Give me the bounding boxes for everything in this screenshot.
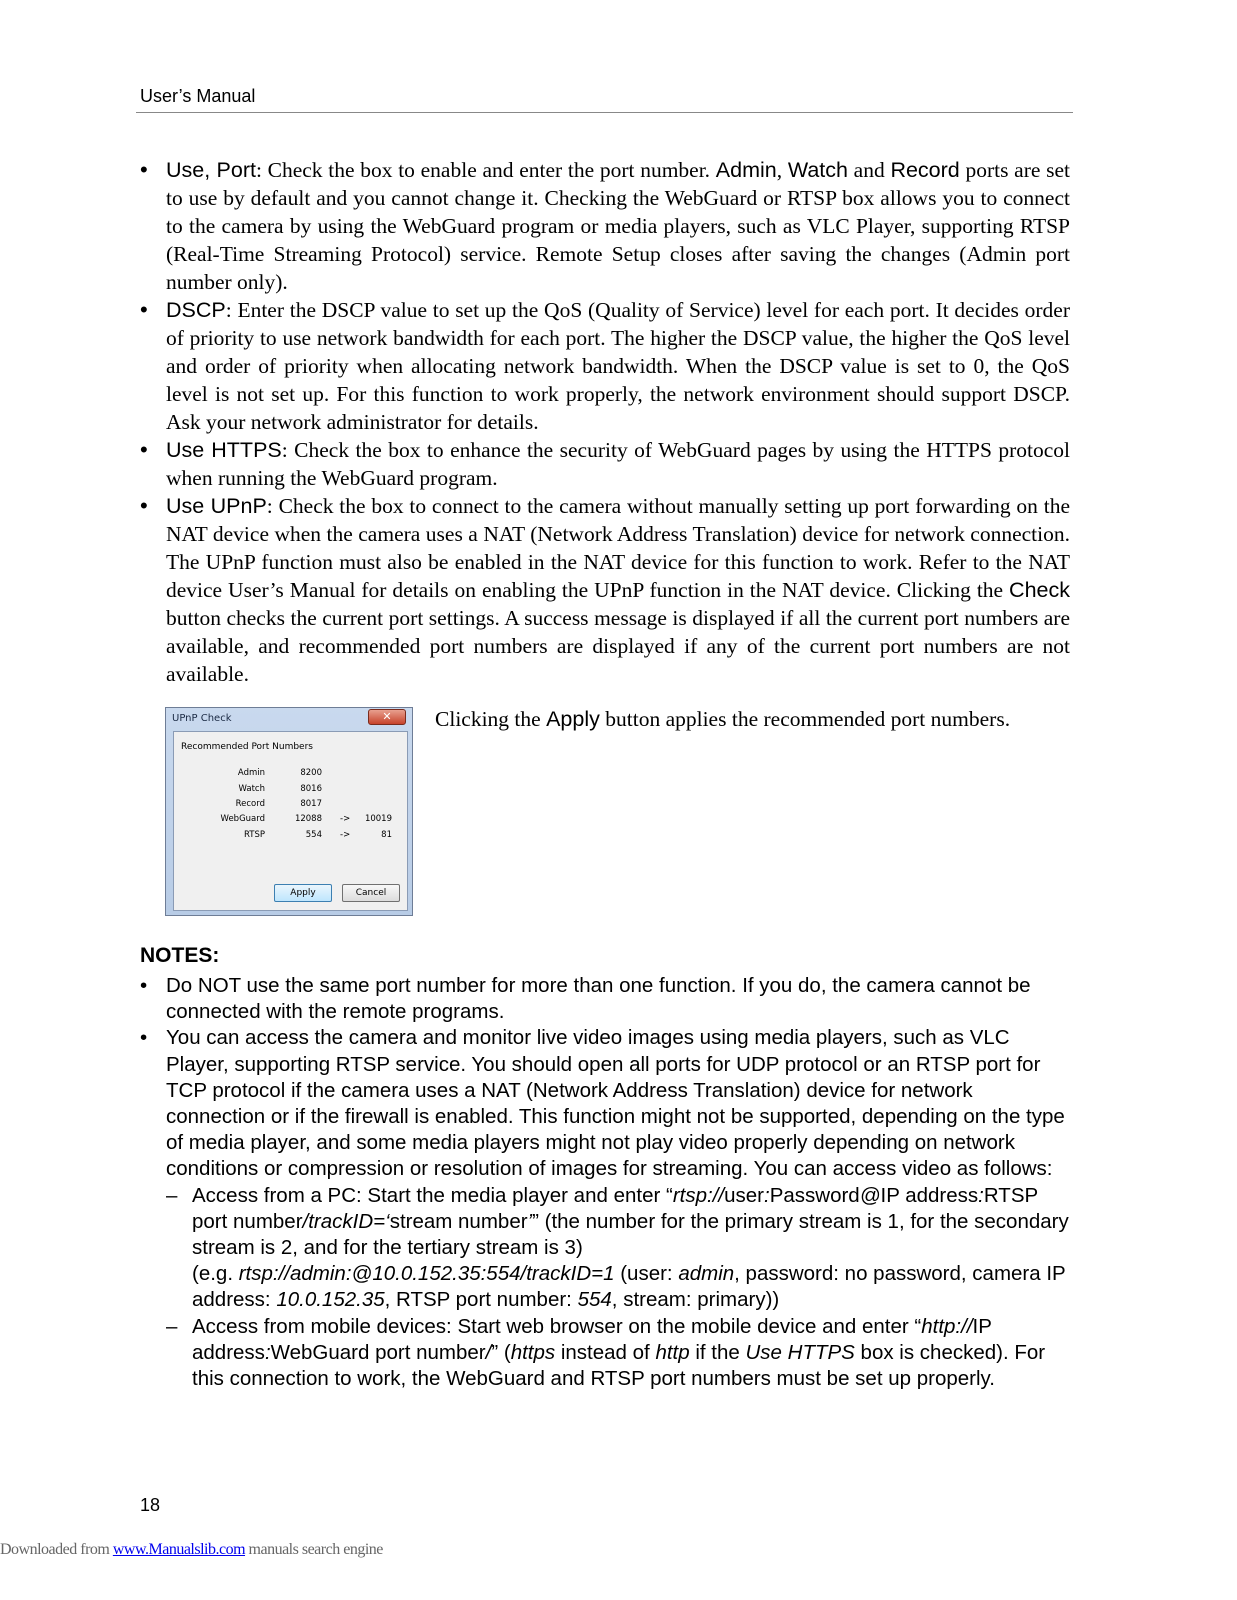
- cancel-button[interactable]: Cancel: [342, 884, 400, 902]
- sub-text: IP address: [192, 1314, 992, 1364]
- sub-text: 10.0.152.35: [276, 1288, 385, 1312]
- bullet-dscp: [140, 296, 1070, 436]
- bullet-glyph: •: [140, 157, 148, 182]
- port-row-rtsp: [174, 830, 407, 844]
- term-watch: Watch: [787, 158, 848, 182]
- port-current: 554: [305, 830, 322, 840]
- term-port: Port: [216, 158, 256, 182]
- bullet-text: and: [847, 158, 891, 182]
- dialog-title: UPnP Check: [172, 713, 232, 724]
- bullet-use-https: [140, 436, 1070, 492]
- port-recommended: 81: [381, 830, 392, 840]
- note-text: You can access the camera and monitor live video images using media players, such as VLC Player, supporting RTSP service. You should open all ports for UDP protocol or an RTSP port for TCP protocol if the camera uses a NAT (Network Address Translation) device for network connection or if the firewall is enabled. This function might not be supported, depending on the type of media player, and some media players might not play video properly depending on network conditions or compression or resolution of images for streaming. You can access video as follows:: [166, 1026, 1065, 1181]
- dialog-titlebar[interactable]: [166, 708, 412, 730]
- sub-text: rtsp://: [672, 1183, 725, 1207]
- bullet-glyph: •: [140, 437, 148, 462]
- bullet-glyph: •: [140, 297, 148, 322]
- sub-text: if the: [689, 1340, 746, 1364]
- upnp-check-dialog: [165, 707, 413, 916]
- footer-text: Downloaded from: [0, 1541, 113, 1558]
- sub-text: ” (: [491, 1340, 511, 1364]
- port-current: 8017: [300, 799, 322, 809]
- port-current: 8016: [300, 784, 322, 794]
- term-sep: ,: [204, 158, 217, 182]
- port-arrow: ->: [340, 814, 351, 824]
- sub-text: user: [724, 1183, 764, 1207]
- download-footer: [0, 1541, 383, 1559]
- sub-text: :: [978, 1183, 984, 1207]
- sub-text: Access from a PC: Start the media player and enter “: [192, 1183, 673, 1207]
- port-row-watch: [174, 784, 407, 798]
- sub-text: (user:: [614, 1262, 679, 1286]
- sub-text: instead of: [555, 1340, 656, 1364]
- sub-text: IP address: [880, 1183, 979, 1207]
- close-icon[interactable]: ✕: [368, 709, 406, 725]
- sub-text: (e.g.: [192, 1262, 239, 1286]
- sub-text: , RTSP port number:: [384, 1288, 578, 1312]
- bullet-use-upnp: [140, 492, 1070, 688]
- note-rtsp-access: [140, 1025, 1070, 1182]
- sub-text: , stream: primary)): [611, 1288, 780, 1312]
- sub-text: 554: [577, 1288, 612, 1312]
- sub-text: /trackID=‘: [302, 1209, 390, 1233]
- sub-text: /: [485, 1340, 492, 1364]
- port-arrow: ->: [340, 830, 351, 840]
- port-row-webguard: [174, 814, 407, 828]
- sub-text: http: [655, 1340, 690, 1364]
- footer-text: manuals search engine: [245, 1541, 383, 1558]
- sub-text: http://: [921, 1314, 973, 1338]
- bullet-glyph: •: [140, 974, 148, 997]
- bullet-use-port: [140, 156, 1070, 296]
- sub-item-pc-access: [140, 1183, 1070, 1314]
- sub-text: Password: [769, 1183, 860, 1207]
- sub-text: :: [264, 1340, 271, 1364]
- bullet-text: ,: [776, 158, 788, 182]
- bullet-text: : Check the box to connect to the camera without manually setting up port forwarding on the NAT device when the camera uses a NAT (Network Address Translation) device for network connection. The UPnP function must also be enabled in the NAT device for this function to work. Refer to the NAT device User’s Manual for details on enabling the UPnP function in the NAT device. Clicking the: [166, 494, 1070, 602]
- note-port-conflict: [140, 973, 1070, 1025]
- bullet-text: : Check the box to enhance the security of WebGuard pages by using the HTTPS protocol when running the WebGuard program.: [166, 438, 1070, 490]
- port-name: Admin: [237, 768, 265, 778]
- term-admin: Admin: [715, 158, 777, 182]
- caption-text: button applies the recommended port numbers.: [599, 707, 1011, 731]
- sub-text: box is checked). For this connection to work, the WebGuard and RTSP port numbers must be set up properly.: [192, 1340, 1046, 1391]
- sub-text: admin: [678, 1262, 735, 1286]
- bullet-text: button checks the current port settings. A success message is displayed if all the current port numbers are available, and recommended port numbers are displayed if any of the current port numbers are not available.: [166, 606, 1070, 686]
- term-record: Record: [890, 158, 960, 182]
- bullet-text: : Enter the DSCP value to set up the QoS (Quality of Service) level for each port. It decides order of priority to use network bandwidth for each port. The higher the DSCP value, the higher the QoS level and order of priority when allocating network bandwidth. When the DSCP value is set to 0, the QoS level is not set up. For this function to work properly, the network environment should support DSCP. Ask your network administrator for details.: [166, 298, 1070, 434]
- sub-text: ” (the number for the primary stream is 1, for the secondary stream is 2, and for the tertiary stream is 3): [192, 1209, 1069, 1260]
- port-name: WebGuard: [220, 814, 265, 824]
- dialog-body: [173, 731, 408, 911]
- settings-bullet-list: [140, 156, 1070, 688]
- header-divider: [136, 112, 1073, 113]
- sub-text: rtsp://admin:@10.0.152.35:554/trackID=1: [238, 1262, 615, 1286]
- apply-button[interactable]: Apply: [274, 884, 332, 902]
- sub-item-mobile-access: [140, 1314, 1070, 1393]
- apply-caption: [435, 705, 1010, 733]
- port-current: 12088: [294, 814, 322, 824]
- bullet-glyph: •: [140, 493, 148, 518]
- port-recommended: 10019: [364, 814, 392, 824]
- port-row-record: [174, 799, 407, 813]
- note-text: Do NOT use the same port number for more than one function. If you do, the camera cannot be connected with the remote programs.: [166, 974, 1031, 1024]
- term-dscp: DSCP: [166, 298, 226, 322]
- group-label: Recommended Port Numbers: [181, 742, 313, 752]
- notes-heading: NOTES:: [140, 944, 220, 967]
- running-header: User’s Manual: [140, 86, 256, 106]
- term-use-https: Use HTTPS: [166, 438, 282, 462]
- caption-text: Clicking the: [435, 707, 547, 731]
- bullet-glyph: •: [140, 1026, 148, 1050]
- sub-text: WebGuard port number: [270, 1340, 486, 1364]
- sub-text: stream number: [389, 1209, 528, 1233]
- port-name: Record: [235, 799, 265, 809]
- term-use-upnp: Use UPnP: [166, 494, 267, 518]
- dash-glyph: –: [166, 1314, 178, 1338]
- sub-text: Use HTTPS: [745, 1340, 855, 1364]
- sub-text: Access from mobile devices: Start web browser on the mobile device and enter “: [192, 1314, 922, 1338]
- port-name: Watch: [238, 784, 265, 794]
- sub-text: :: [763, 1183, 770, 1207]
- bullet-text: ports are set to use by default and you cannot change it. Checking the WebGuard or RTSP box allows you to connect to the camera by using the WebGuard program or media players, such as VLC Player, supporting RTSP (Real-Time Streaming Protocol) service. Remote Setup closes after saving the changes (Admin port number only).: [166, 158, 1071, 294]
- term-check: Check: [1009, 578, 1070, 602]
- port-current: 8200: [300, 768, 322, 778]
- notes-list: [140, 973, 1070, 1392]
- page-number: 18: [140, 1495, 161, 1515]
- sub-text: https: [510, 1340, 556, 1364]
- manualslib-link[interactable]: www.Manualslib.com: [112, 1541, 246, 1558]
- sub-text: , password: no password, camera IP address:: [192, 1262, 1066, 1312]
- port-name: RTSP: [243, 830, 265, 840]
- term-use: Use: [166, 158, 205, 182]
- sub-text: ’: [527, 1209, 533, 1233]
- bullet-text: : Check the box to enable and enter the port number.: [255, 158, 716, 182]
- dash-glyph: –: [166, 1183, 178, 1207]
- sub-text: RTSP port number: [192, 1183, 1038, 1233]
- term-apply: Apply: [546, 707, 600, 731]
- port-row-admin: [174, 768, 407, 782]
- sub-text: @: [859, 1183, 881, 1207]
